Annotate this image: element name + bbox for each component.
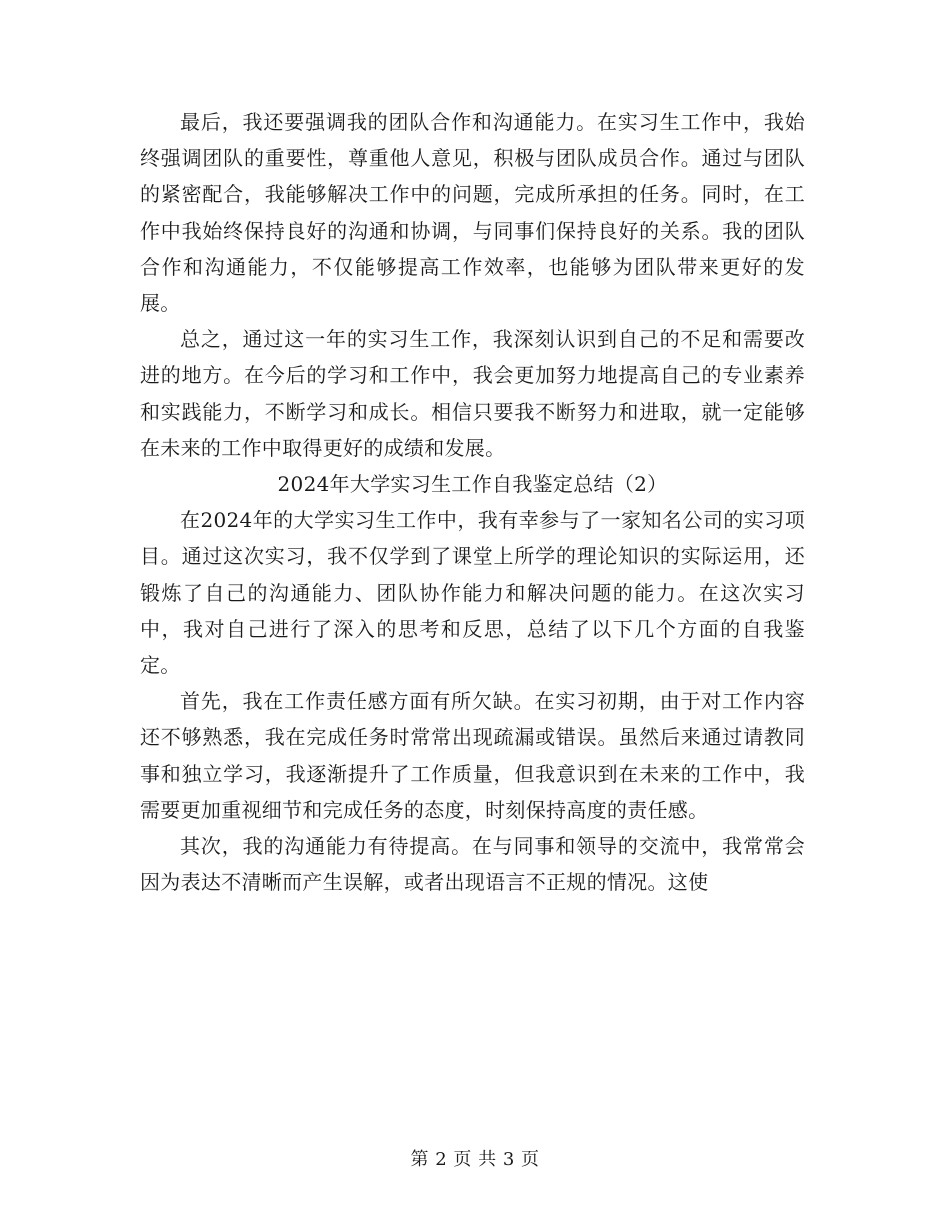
- paragraph-responsibility: 首先，我在工作责任感方面有所欠缺。在实习初期，由于对工作内容还不够熟悉，我在完成任务时常常出现疏漏或错误。虽然后来通过请教同事和独立学习，我逐渐提升了工作质量，但我意识到在未来的工作中，我需要更加重视细节和完成任务的态度，时刻保持高度的责任感。: [140, 689, 805, 822]
- paragraph-intro: 在2024年的大学实习生工作中，我有幸参与了一家知名公司的实习项目。通过这次实习，我不仅学到了课堂上所学的理论知识的实际运用，还锻炼了自己的沟通能力、团队协作能力和解决问题的能力。在这次实习中，我对自己进行了深入的思考和反思，总结了以下几个方面的自我鉴定。: [140, 508, 805, 678]
- paragraph-teamwork: 最后，我还要强调我的团队合作和沟通能力。在实习生工作中，我始终强调团队的重要性，尊重他人意见，积极与团队成员合作。通过与团队的紧密配合，我能够解决工作中的问题，完成所承担的任务。同时，在工作中我始终保持良好的沟通和协调，与同事们保持良好的关系。我的团队合作和沟通能力，不仅能够提高工作效率，也能够为团队带来更好的发展。: [140, 110, 805, 316]
- document-body: [140, 104, 805, 900]
- section-title: 2024年大学实习生工作自我鉴定总结（2）: [277, 472, 668, 497]
- paragraph-communication: 其次，我的沟通能力有待提高。在与同事和领导的交流中，我常常会因为表达不清晰而产生误解，或者出现语言不正规的情况。这使: [140, 834, 805, 895]
- page-number-footer: 第 2 页 共 3 页: [410, 1149, 540, 1170]
- paragraph-conclusion: 总之，通过这一年的实习生工作，我深刻认识到自己的不足和需要改进的地方。在今后的学习和工作中，我会更加努力地提高自己的专业素养和实践能力，不断学习和成长。相信只要我不断努力和进取，就一定能够在未来的工作中取得更好的成绩和发展。: [140, 327, 805, 460]
